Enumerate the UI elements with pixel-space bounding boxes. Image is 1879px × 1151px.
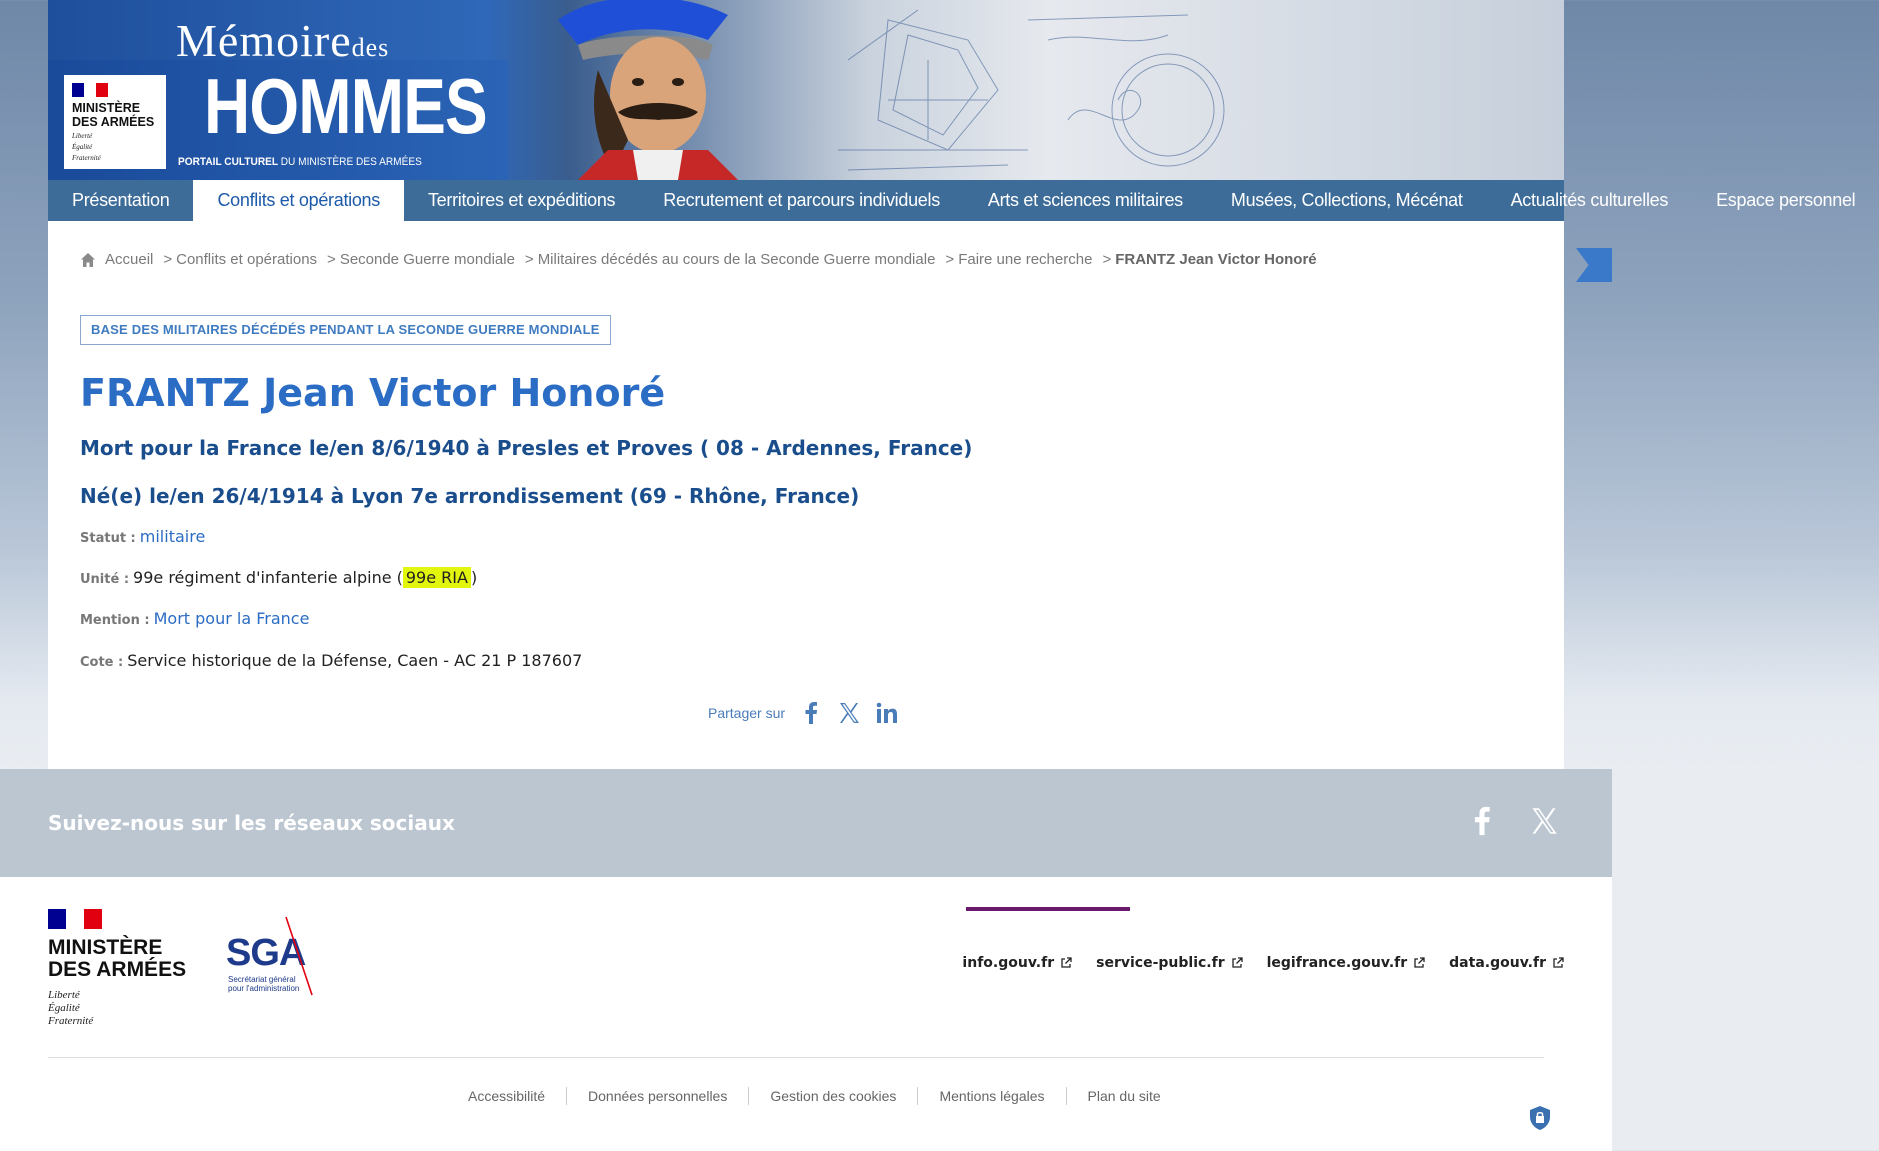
share-bar — [708, 701, 913, 725]
footer-motto-1: Liberté — [48, 989, 80, 1001]
external-link-icon — [1231, 957, 1243, 969]
tagline-bold: PORTAIL CULTUREL — [178, 156, 278, 168]
legal-link-accessibilite[interactable]: Accessibilité — [468, 1088, 546, 1104]
breadcrumb-separator: > — [945, 251, 955, 268]
field-unite — [80, 568, 477, 587]
ministry-motto-1: Liberté — [72, 132, 93, 140]
tagline-light: DU MINISTÈRE DES ARMÉES — [280, 156, 422, 168]
breadcrumb-item-conflits[interactable]: Conflits et opérations — [176, 251, 318, 268]
facebook-icon[interactable] — [1466, 805, 1498, 837]
brand-tagline — [178, 156, 422, 168]
ministry-name-line1: MINISTÈRE — [72, 101, 141, 115]
nav-item-espace-personnel[interactable]: Espace personnel — [1716, 190, 1856, 210]
unite-close-paren: ) — [470, 568, 478, 587]
gov-links — [962, 955, 1564, 971]
nav-item-musees[interactable]: Musées, Collections, Mécénat — [1230, 190, 1463, 210]
linkedin-icon[interactable] — [875, 701, 899, 725]
record-card — [48, 221, 1564, 769]
unite-value: 99e régiment d'infanterie alpine ( — [133, 568, 403, 587]
gov-link-label: info.gouv.fr — [962, 955, 1055, 971]
portrait-illustration — [538, 0, 778, 180]
mention-label: Mention : — [80, 613, 150, 628]
facebook-icon[interactable] — [799, 701, 823, 725]
gov-link-service-public[interactable] — [1096, 955, 1242, 971]
death-info: Mort pour la France le/en 8/6/1940 à Presles et Proves ( 08 - Ardennes, France) — [80, 436, 973, 460]
gov-link-legifrance[interactable] — [1267, 955, 1426, 971]
breadcrumb-separator: > — [524, 251, 534, 268]
cote-value: Service historique de la Défense, Caen - AC 21 P 187607 — [127, 651, 583, 670]
sga-logo[interactable] — [226, 917, 326, 997]
breadcrumb — [80, 251, 1327, 268]
map-sketch-illustration — [828, 0, 1308, 180]
page-title: FRANTZ Jean Victor Honoré — [80, 371, 666, 415]
french-flag-icon — [48, 909, 102, 929]
breadcrumb-separator: > — [163, 251, 173, 268]
breadcrumb-item-current: FRANTZ Jean Victor Honoré — [1115, 251, 1317, 268]
footer-motto-2: Égalité — [48, 1002, 80, 1014]
footer-ministry-line2: DES ARMÉES — [48, 958, 187, 981]
legal-links — [468, 1087, 1182, 1105]
nav-item-recrutement[interactable]: Recrutement et parcours individuels — [663, 190, 940, 210]
mention-link[interactable]: Mort pour la France — [153, 609, 310, 628]
external-link-icon — [1552, 957, 1564, 969]
breadcrumb-item-recherche[interactable]: Faire une recherche — [958, 251, 1093, 268]
external-link-icon — [1413, 957, 1425, 969]
brand-title-memoire[interactable] — [176, 14, 389, 67]
sga-sub-line1: Secrétariat général — [228, 975, 296, 984]
unite-label: Unité : — [80, 572, 130, 587]
nav-item-territoires-expeditions[interactable]: Territoires et expéditions — [427, 190, 616, 210]
legal-link-mentions-legales[interactable]: Mentions légales — [917, 1087, 1065, 1105]
breadcrumb-separator: > — [327, 251, 336, 268]
ministry-name-line2: DES ARMÉES — [72, 115, 155, 129]
footer-accent-bar — [966, 907, 1130, 911]
x-icon[interactable] — [1528, 805, 1560, 837]
nav-item-arts-sciences[interactable]: Arts et sciences militaires — [987, 190, 1183, 210]
sga-logo-text: SGA — [226, 932, 306, 974]
footer-ministry-line1: MINISTÈRE — [48, 936, 163, 959]
gov-link-data[interactable] — [1449, 955, 1564, 971]
breadcrumb-separator: > — [1102, 251, 1112, 268]
ministry-logo[interactable] — [64, 75, 166, 169]
field-statut — [80, 527, 205, 546]
legal-link-plan-du-site[interactable]: Plan du site — [1066, 1087, 1182, 1105]
home-icon[interactable] — [80, 252, 96, 268]
footer-motto-3: Fraternité — [48, 1015, 94, 1027]
gov-link-label: legifrance.gouv.fr — [1266, 955, 1408, 971]
brand-title-hommes[interactable]: HOMMES — [204, 62, 487, 150]
header-banner — [48, 0, 1564, 180]
external-link-icon — [1060, 957, 1072, 969]
cookie-consent-shield-icon[interactable] — [1528, 1105, 1552, 1131]
legal-link-cookies[interactable]: Gestion des cookies — [748, 1087, 917, 1105]
breadcrumb-item-militaires-decedes[interactable]: Militaires décédés au cours de la Seconde Guerre mondiale — [537, 251, 936, 268]
nav-item-presentation[interactable]: Présentation — [72, 190, 170, 210]
database-badge: BASE DES MILITAIRES DÉCÉDÉS PENDANT LA SECONDE GUERRE MONDIALE — [80, 315, 611, 345]
sga-slash-mark — [284, 917, 314, 997]
legal-link-donnees-personnelles[interactable]: Données personnelles — [566, 1087, 748, 1105]
ministry-motto-2: Égalité — [72, 143, 93, 151]
sga-sub-line2: pour l'administration — [228, 984, 300, 993]
brand-memoire-word: Mémoire — [176, 15, 352, 66]
footer-divider — [48, 1057, 1544, 1058]
side-ribbon-tab[interactable] — [1576, 248, 1612, 282]
social-follow-text: Suivez-nous sur les réseaux sociaux — [48, 811, 455, 835]
breadcrumb-item-accueil[interactable]: Accueil — [105, 251, 154, 268]
birth-info: Né(e) le/en 26/4/1914 à Lyon 7e arrondissement (69 - Rhône, France) — [80, 484, 860, 508]
field-mention — [80, 609, 309, 628]
share-label: Partager sur — [708, 705, 786, 721]
statut-label: Statut : — [80, 531, 136, 546]
nav-item-actualites[interactable]: Actualités culturelles — [1510, 190, 1669, 210]
main-nav — [48, 180, 1856, 221]
breadcrumb-item-seconde-guerre[interactable]: Seconde Guerre mondiale — [339, 251, 515, 268]
unite-abbrev-highlight: 99e RIA — [403, 567, 471, 588]
nav-item-conflits-operations[interactable]: Conflits et opérations — [193, 180, 404, 221]
gov-link-info[interactable] — [962, 955, 1072, 971]
social-follow-band — [0, 769, 1612, 877]
field-cote — [80, 651, 582, 670]
gov-link-label: service-public.fr — [1096, 955, 1225, 971]
footer-ministry-logo[interactable] — [48, 909, 186, 1028]
gov-link-label: data.gouv.fr — [1449, 955, 1546, 971]
brand-des-word: des — [351, 33, 390, 62]
x-icon[interactable] — [837, 701, 861, 725]
french-flag-icon — [72, 83, 108, 97]
footer — [0, 877, 1612, 1151]
cote-label: Cote : — [80, 655, 124, 670]
ministry-motto-3: Fraternité — [72, 154, 101, 162]
social-icons — [1466, 805, 1560, 837]
statut-link[interactable]: militaire — [139, 527, 206, 546]
